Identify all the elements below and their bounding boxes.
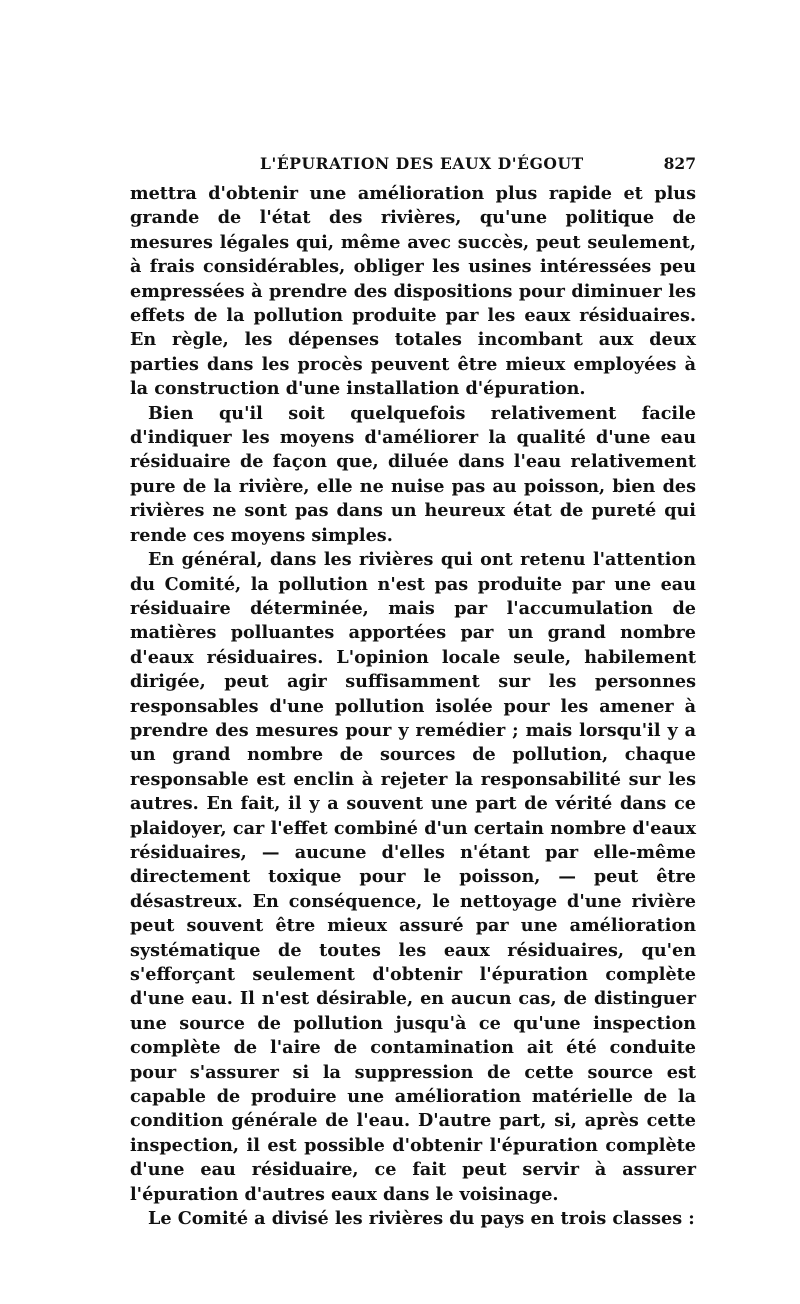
paragraph-en-general: En général, dans les rivières qui ont retenu l'attention du Comité, la pollution n'est pas produite par une eau résiduaire déterminée, mais par l'accumulation de matières polluantes apportées par un grand nombre d'eaux résiduaires. L'opinion locale seule, habilement dirigée, peut agir suffisamment sur les personnes responsables d'une pollution isolée pour les amener à prendre des mesures pour y remédier ; mais lorsqu'il y a un grand nombre de sources de pollution, chaque responsable est enclin à rejeter la responsabilité sur les autres. En fait, il y a souvent une part de vérité dans ce plaidoyer, car l'effet combiné d'un certain nombre d'eaux résiduaires, — aucune d'elles n'étant par elle-même directement toxique pour le poisson, — peut être désastreux. En conséquence, le nettoyage d'une rivière peut souvent être mieux assuré par une amélioration systématique de toutes les eaux résiduaires, qu'en s'efforçant seulement d'obtenir l'épuration complète d'une eau. Il n'est désirable, en aucun cas, de distinguer une source de pollution jusqu'à ce qu'une inspection complète de l'aire de contamination ait été conduite pour s'assurer si la suppression de cette source est capable de produire une amélioration matérielle de la condition générale de l'eau. D'autre part, si, après cette inspection, il est possible d'obtenir l'épuration complète d'une eau résiduaire, ce fait peut servir à assurer l'épuration d'autres eaux dans le voisinage. xyxy=(130,549,696,1205)
body-text xyxy=(130,182,696,1231)
page-number: 827 xyxy=(663,154,696,173)
paragraph-moyens: Bien qu'il soit quelquefois relativement facile d'indiquer les moyens d'améliorer la qualité d'une eau résiduaire de façon que, diluée dans l'eau relativement pure de la rivière, elle ne nuise pas au poisson, bien des rivières ne sont pas dans un heureux état de pureté qui rende ces moyens simples. xyxy=(130,402,696,546)
paragraph-continuation: mettra d'obtenir une amélioration plus rapide et plus grande de l'état des rivières, qu'une politique de mesures légales qui, même avec succès, peut seulement, à frais considérables, obliger les usines intéressées peu empressées à prendre des dispositions pour diminuer les effets de la pollution produite par les eaux résiduaires. En règle, les dépenses totales incombant aux deux parties dans les procès peuvent être mieux employées à la construction d'une installation d'épuration. xyxy=(130,183,696,400)
paragraph-classes: Le Comité a divisé les rivières du pays en trois classes : xyxy=(148,1208,695,1230)
running-title: L'ÉPURATION DES EAUX D'ÉGOUT xyxy=(260,154,584,173)
running-head xyxy=(130,150,696,180)
book-page xyxy=(130,150,696,1231)
